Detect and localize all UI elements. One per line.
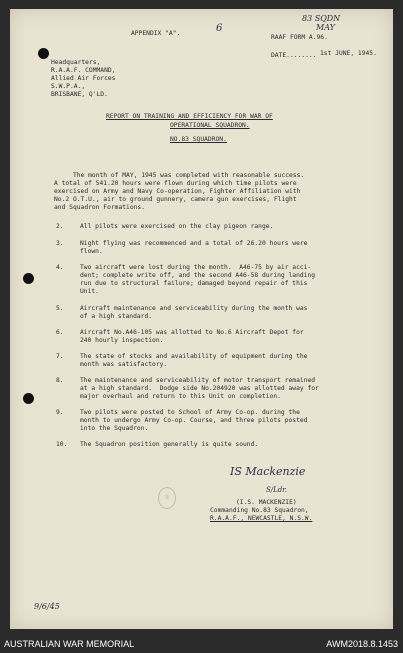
text-line: All pilots were exercised on the clay pigeon range.	[80, 223, 274, 230]
signatory-name: (I.S. MACKENZIE)	[236, 499, 297, 506]
paragraph-number: 7.	[56, 353, 64, 360]
squadron-heading: NO.83 SQUADRON.	[170, 136, 227, 143]
handwritten-bottom-note: 9/6/45	[34, 602, 60, 611]
date-label: DATE........	[271, 52, 317, 59]
date-value: 1st JUNE, 1945.	[320, 50, 377, 57]
address-line: Headquarters,	[51, 59, 101, 66]
text-line: The Squadron position generally is quite sound.	[80, 441, 259, 448]
text-line: Two aircraft were lost during the month. A46-75 by air acci-	[80, 264, 312, 271]
text-line: The month of MAY, 1945 was completed with reasonable success.	[54, 172, 305, 179]
text-line: run due to structural failure; damaged beyond repair of this	[80, 280, 308, 287]
appendix-label: APPENDIX "A".	[131, 30, 181, 37]
text-line: at a high standard. Dodge side No.204920 was allotted away for	[80, 385, 319, 392]
address-line: R.A.A.F. COMMAND,	[51, 67, 116, 74]
text-line: month was satisfactory.	[80, 361, 168, 368]
text-line: 240 hourly inspection.	[80, 337, 164, 344]
text-line: No.2 O.T.U., air to ground gunnery, camera gun exercises, Flight	[54, 196, 297, 203]
text-line: of a high standard.	[80, 313, 153, 320]
paragraph-number: 10.	[56, 441, 68, 448]
text-line: flown.	[80, 248, 103, 255]
paragraph-number: 4.	[56, 264, 64, 271]
text-line: The state of stocks and availability of equipment during the	[80, 353, 308, 360]
form-number: RAAF FORM A.96.	[271, 34, 328, 41]
address-line: Allied Air Forces	[51, 75, 116, 82]
handwritten-rank: S/Ldr.	[266, 486, 288, 494]
address-line: S.W.P.A.,	[51, 83, 86, 90]
paragraph-number: 3.	[56, 240, 64, 247]
signatory-role: Commanding No.83 Squadron,	[210, 507, 309, 514]
text-line: Aircraft maintenance and serviceability during the month was	[80, 305, 308, 312]
handwritten-signature: IS Mackenzie	[230, 465, 306, 478]
paragraph-number: 2.	[56, 223, 64, 230]
text-line: dent; complete write off, and the second A46-58 during landing	[80, 272, 316, 279]
punch-hole	[23, 273, 34, 284]
text-line: exercised on Army and Navy Co-operation, Fighter Affiliation with	[54, 188, 301, 195]
text-line: Aircraft No.A46-105 was allotted to No.6 Aircraft Depot for	[80, 329, 304, 336]
handwritten-squadron-note: 83 SQDN	[302, 14, 341, 23]
paragraph-number: 6.	[56, 329, 64, 336]
address-line: BRISBANE, Q'LD.	[51, 91, 108, 98]
paragraph-number: 5.	[56, 305, 64, 312]
archive-footer-left: AUSTRALIAN WAR MEMORIAL	[4, 639, 135, 649]
text-line: Two pilots were posted to School of Army Co-op. during the	[80, 409, 300, 416]
handwritten-page-number: 6	[216, 23, 223, 34]
punch-hole	[38, 48, 49, 59]
document-page	[10, 9, 393, 629]
archive-footer-right: AWM2018.8.1453	[326, 639, 398, 649]
text-line: The maintenance and serviceability of motor transport remained	[80, 377, 316, 384]
paragraph-number: 9.	[56, 409, 64, 416]
text-line: Night flying was recommenced and a total of 26.20 hours were	[80, 240, 308, 247]
text-line: and Squadron Formations.	[54, 204, 145, 211]
text-line: major overhaul and return to this Unit on completion.	[80, 393, 281, 400]
text-line: Unit.	[80, 288, 99, 295]
text-line: A total of 541.20 hours were flown during which time pilots were	[54, 180, 297, 187]
handwritten-month-note: MAY	[316, 23, 335, 32]
text-line: into the Squadron.	[80, 425, 149, 432]
signatory-location: R.A.A.F., NEWCASTLE, N.S.W.	[210, 515, 313, 522]
paragraph-number: 8.	[56, 377, 64, 384]
faint-stamp-mark: 8	[158, 487, 176, 509]
text-line: month to undergo Army Co-op. Course, and three pilots posted	[80, 417, 308, 424]
punch-hole	[23, 393, 34, 404]
report-subtitle: OPERATIONAL SQUADRON.	[170, 122, 250, 129]
report-title: REPORT ON TRAINING AND EFFICIENCY FOR WAR OF	[106, 113, 273, 120]
